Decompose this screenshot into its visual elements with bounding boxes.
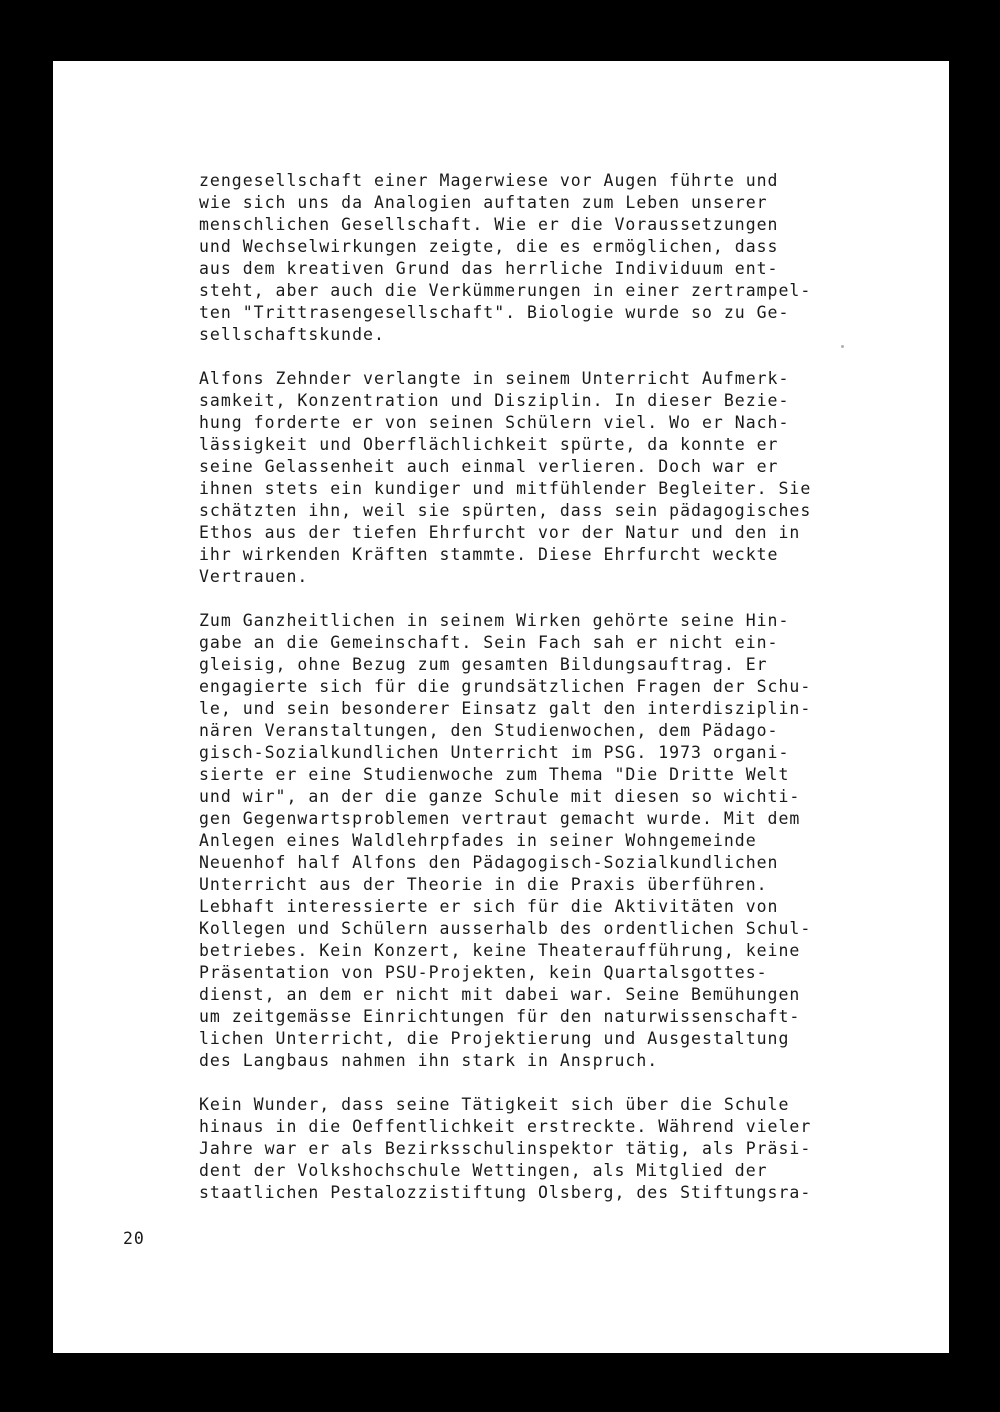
text-line: gabe an die Gemeinschaft. Sein Fach sah er nicht ein-: [199, 633, 779, 652]
text-body: [199, 170, 899, 1226]
text-line: sellschaftskunde.: [199, 325, 385, 344]
text-line: Präsentation von PSU-Projekten, kein Quartalsgottes-: [199, 963, 768, 982]
scan-speck: [841, 345, 844, 348]
text-line: dienst, an dem er nicht mit dabei war. Seine Bemühungen: [199, 985, 801, 1004]
paragraph: [199, 610, 899, 1072]
text-line: menschlichen Gesellschaft. Wie er die Voraussetzungen: [199, 215, 779, 234]
paragraph: [199, 170, 899, 346]
text-line: betriebes. Kein Konzert, keine Theateraufführung, keine: [199, 941, 801, 960]
paragraph: [199, 1094, 899, 1204]
text-line: ten "Trittrasengesellschaft". Biologie wurde so zu Ge-: [199, 303, 790, 322]
text-line: schätzten ihn, weil sie spürten, dass sein pädagogisches: [199, 501, 812, 520]
text-line: Alfons Zehnder verlangte in seinem Unterricht Aufmerk-: [199, 369, 790, 388]
text-line: gisch-Sozialkundlichen Unterricht im PSG. 1973 organi-: [199, 743, 790, 762]
text-line: Lebhaft interessierte er sich für die Aktivitäten von: [199, 897, 779, 916]
text-line: Kein Wunder, dass seine Tätigkeit sich über die Schule: [199, 1095, 790, 1114]
text-line: le, und sein besonderer Einsatz galt den interdisziplin-: [199, 699, 812, 718]
text-line: lässigkeit und Oberflächlichkeit spürte, da konnte er: [199, 435, 779, 454]
page-number: 20: [123, 1229, 145, 1248]
text-line: um zeitgemässe Einrichtungen für den naturwissenschaft-: [199, 1007, 801, 1026]
text-line: des Langbaus nahmen ihn stark in Anspruch.: [199, 1051, 659, 1070]
text-line: engagierte sich für die grundsätzlichen Fragen der Schu-: [199, 677, 812, 696]
text-line: staatlichen Pestalozzistiftung Olsberg, des Stiftungsra-: [199, 1183, 812, 1202]
text-line: gen Gegenwartsproblemen vertraut gemacht wurde. Mit dem: [199, 809, 801, 828]
text-line: steht, aber auch die Verkümmerungen in einer zertrampel-: [199, 281, 812, 300]
text-line: zengesellschaft einer Magerwiese vor Augen führte und: [199, 171, 779, 190]
text-line: ihr wirkenden Kräften stammte. Diese Ehrfurcht weckte: [199, 545, 779, 564]
text-line: hung forderte er von seinen Schülern viel. Wo er Nach-: [199, 413, 790, 432]
document-page: [53, 61, 949, 1353]
text-line: ihnen stets ein kundiger und mitfühlender Begleiter. Sie: [199, 479, 812, 498]
text-line: aus dem kreativen Grund das herrliche Individuum ent-: [199, 259, 779, 278]
text-line: und Wechselwirkungen zeigte, die es ermöglichen, dass: [199, 237, 779, 256]
text-line: dent der Volkshochschule Wettingen, als Mitglied der: [199, 1161, 768, 1180]
text-line: Kollegen und Schülern ausserhalb des ordentlichen Schul-: [199, 919, 812, 938]
text-line: wie sich uns da Analogien auftaten zum Leben unserer: [199, 193, 768, 212]
text-line: Zum Ganzheitlichen in seinem Wirken gehörte seine Hin-: [199, 611, 790, 630]
text-line: sierte er eine Studienwoche zum Thema "Die Dritte Welt: [199, 765, 790, 784]
text-line: gleisig, ohne Bezug zum gesamten Bildungsauftrag. Er: [199, 655, 768, 674]
text-line: Vertrauen.: [199, 567, 309, 586]
text-line: seine Gelassenheit auch einmal verlieren. Doch war er: [199, 457, 779, 476]
text-line: Neuenhof half Alfons den Pädagogisch-Sozialkundlichen: [199, 853, 779, 872]
paragraph: [199, 368, 899, 588]
text-line: Ethos aus der tiefen Ehrfurcht vor der Natur und den in: [199, 523, 801, 542]
text-line: samkeit, Konzentration und Disziplin. In dieser Bezie-: [199, 391, 790, 410]
text-line: lichen Unterricht, die Projektierung und Ausgestaltung: [199, 1029, 790, 1048]
text-line: Unterricht aus der Theorie in die Praxis überführen.: [199, 875, 768, 894]
text-line: Anlegen eines Waldlehrpfades in seiner Wohngemeinde: [199, 831, 757, 850]
text-line: nären Veranstaltungen, den Studienwochen, dem Pädago-: [199, 721, 779, 740]
text-line: hinaus in die Oeffentlichkeit erstreckte. Während vieler: [199, 1117, 812, 1136]
text-line: und wir", an der die ganze Schule mit diesen so wichti-: [199, 787, 801, 806]
text-line: Jahre war er als Bezirksschulinspektor tätig, als Präsi-: [199, 1139, 812, 1158]
